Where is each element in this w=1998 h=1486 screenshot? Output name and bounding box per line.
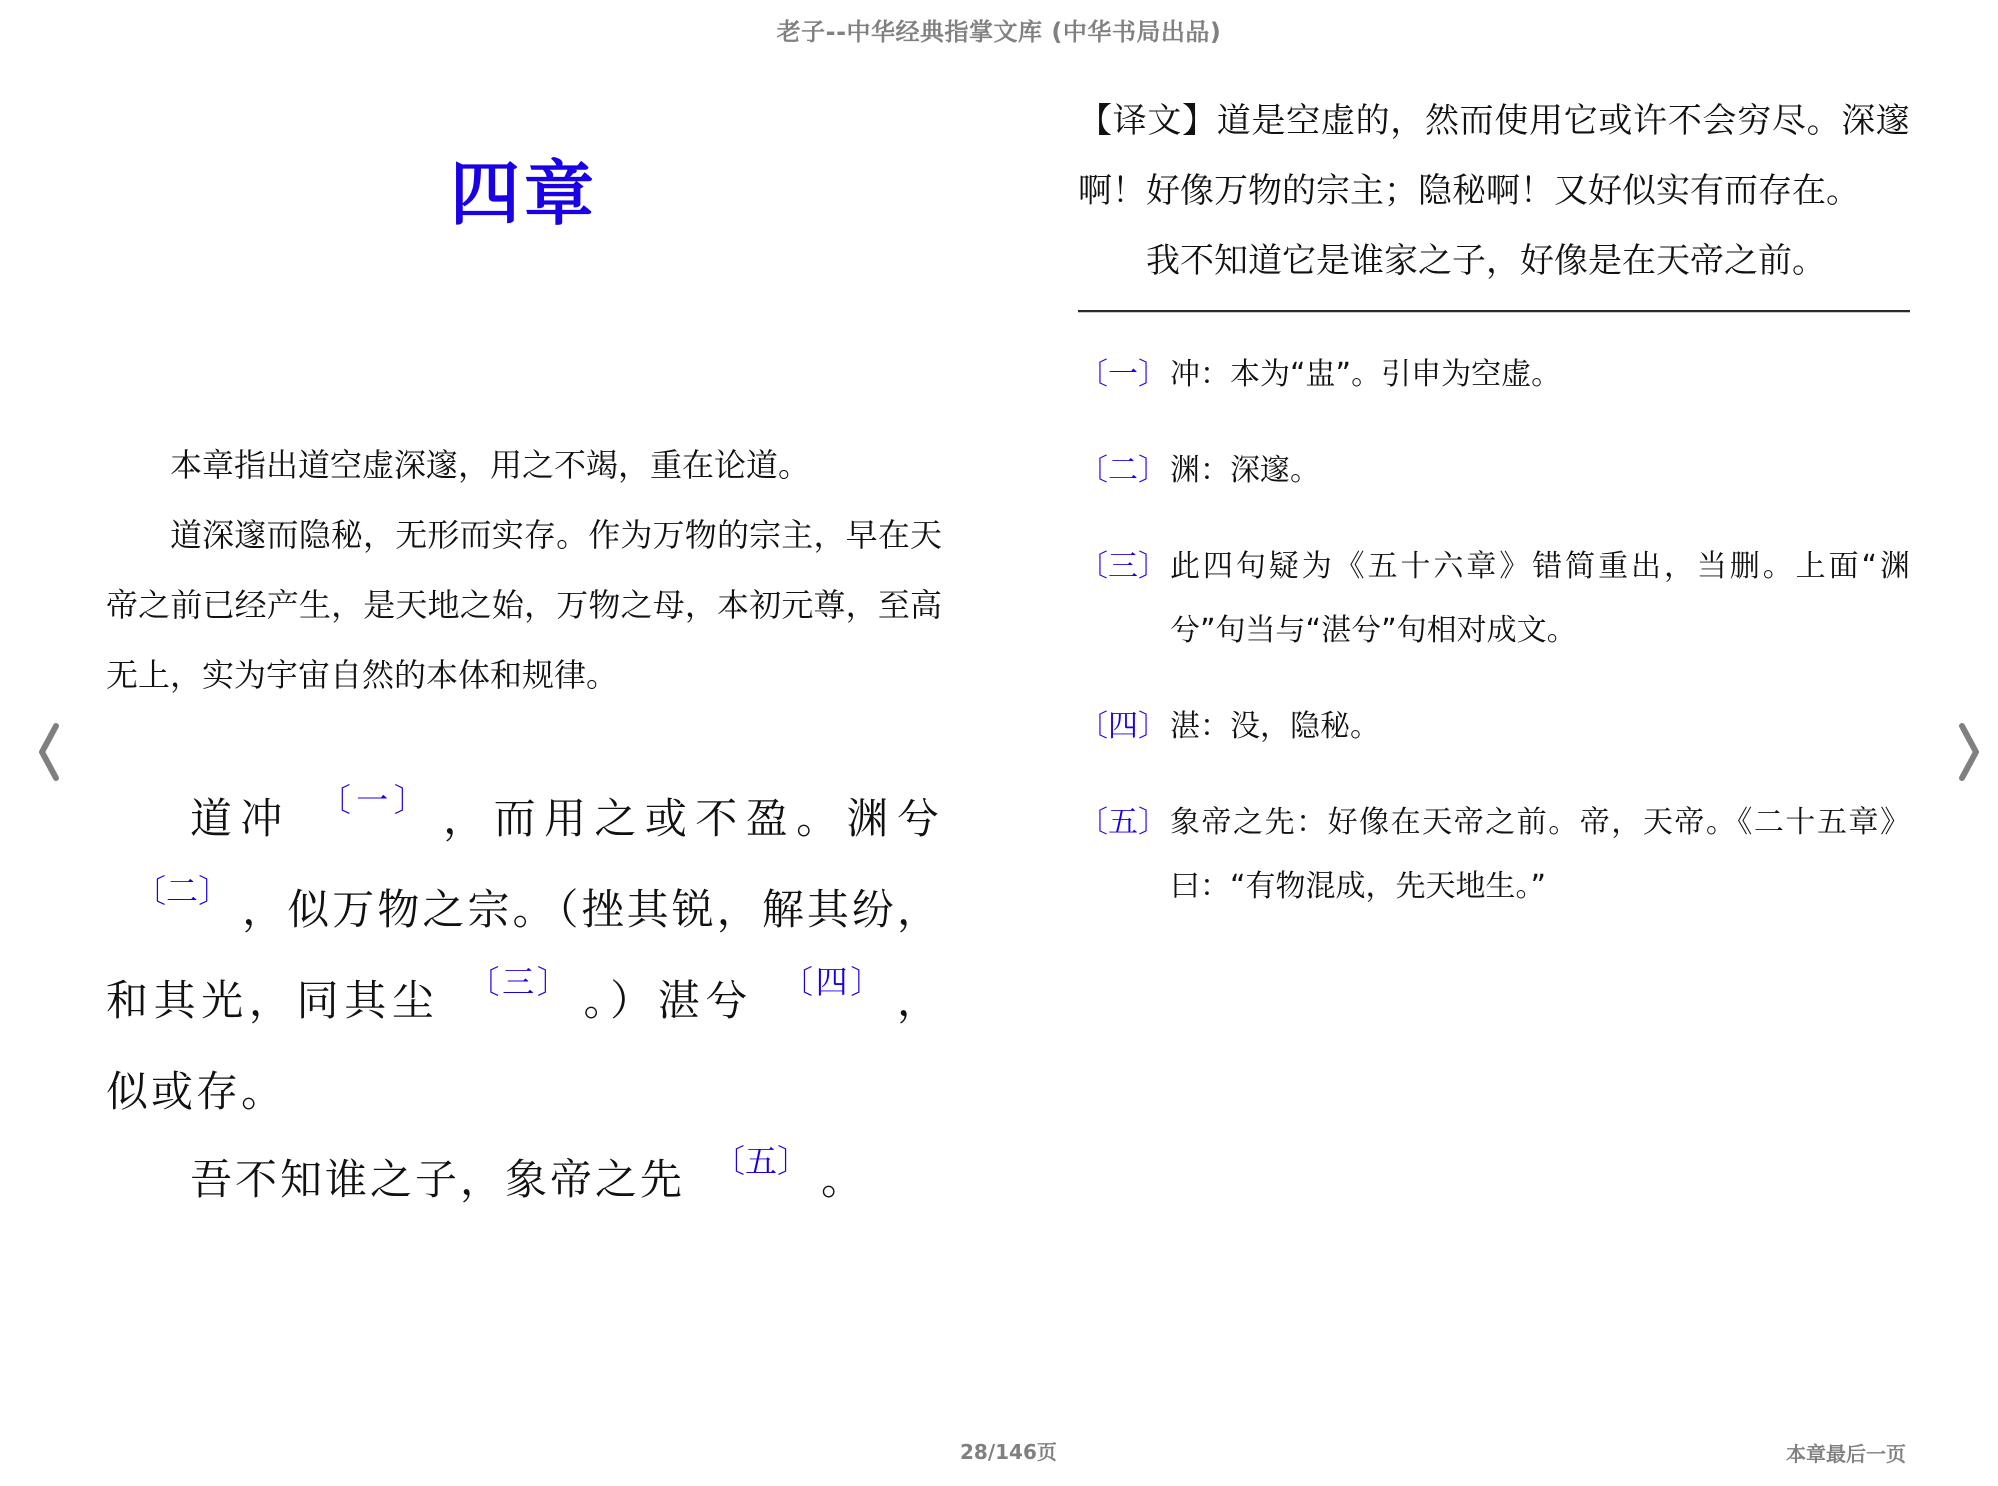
footnote-number[interactable]: 〔五〕 <box>1078 805 1168 840</box>
intro-paragraph: 道深邃而隐秘，无形而实存。作为万物的宗主，早在天帝之前已经产生，是天地之始，万物之母，本初元尊，至高无上，实为宇宙自然的本体和规律。 <box>106 516 942 694</box>
original-paragraph <box>106 775 942 1136</box>
footnote-number[interactable]: 〔四〕 <box>1078 709 1168 744</box>
footnote-ref-5[interactable]: 〔五〕 <box>713 1142 794 1180</box>
original-text-segment: 。）湛兮 <box>583 976 754 1025</box>
next-page-button[interactable] <box>1950 718 1990 784</box>
translation-paragraph: 我不知道它是谁家之子，好像是在天帝之前。 <box>1146 241 1826 281</box>
footnote-text: 冲：本为“盅”。引申为空虚。 <box>1170 357 1562 392</box>
original-text-segment: ，似或存。 <box>106 976 942 1116</box>
section-divider <box>1078 310 1910 313</box>
original-text-segment: 吾不知谁之子，象帝之先 <box>190 1155 686 1204</box>
footnote-text: 此四句疑为《五十六章》错简重出，当删。上面“渊兮”句当与“湛兮”句相对成文。 <box>1170 549 1910 648</box>
intro-paragraph: 本章指出道空虚深邃，用之不竭，重在论道。 <box>170 446 811 484</box>
chevron-right-icon <box>1950 718 1990 784</box>
chapter-status: 本章最后一页 <box>1786 1442 1906 1466</box>
footnote-ref-3[interactable]: 〔三〕 <box>467 963 556 1001</box>
page-indicator: 28/146页 <box>960 1440 1057 1464</box>
footnote-text: 渊：深邃。 <box>1170 453 1320 488</box>
original-text-segment: 。 <box>821 1155 867 1204</box>
footnote-item <box>1078 439 1910 503</box>
footnote-number[interactable]: 〔一〕 <box>1078 357 1168 392</box>
footnote-text: 象帝之先：好像在天帝之前。帝，天帝。《二十五章》曰：“有物混成，先天地生。” <box>1170 805 1910 904</box>
footnote-number[interactable]: 〔三〕 <box>1078 549 1168 584</box>
footnote-text: 湛：没，隐秘。 <box>1170 709 1380 744</box>
footnotes-list <box>1078 343 1910 919</box>
right-page <box>1078 86 1910 951</box>
footnote-number[interactable]: 〔二〕 <box>1078 453 1168 488</box>
footnote-item <box>1078 695 1910 759</box>
previous-page-button[interactable] <box>28 718 68 784</box>
chapter-title: 四章 <box>450 153 598 235</box>
translation-paragraph: 【译文】道是空虚的，然而使用它或许不会穷尽。深邃啊！好像万物的宗主；隐秘啊！又好似实有而存在。 <box>1078 101 1910 211</box>
chevron-left-icon <box>28 718 68 784</box>
original-text-segment: ，似万物之宗。（挫其锐，解其纷，和其光，同其尘 <box>106 885 942 1025</box>
footnote-item <box>1078 535 1910 663</box>
original-text <box>106 775 942 1227</box>
translation <box>1078 86 1910 296</box>
book-title: 老子--中华经典指掌文库 (中华书局出品) <box>776 18 1222 46</box>
original-text-segment: 道冲 <box>190 794 291 843</box>
footnote-ref-1[interactable]: 〔一〕 <box>318 781 416 819</box>
footnote-ref-4[interactable]: 〔四〕 <box>781 963 869 1001</box>
chapter-intro <box>106 430 942 710</box>
footnote-ref-2[interactable]: 〔二〕 <box>134 872 215 910</box>
original-text-segment: ，而用之或不盈。渊兮 <box>443 794 942 843</box>
footnote-item <box>1078 343 1910 407</box>
original-paragraph <box>106 1136 942 1227</box>
footnote-item <box>1078 791 1910 919</box>
